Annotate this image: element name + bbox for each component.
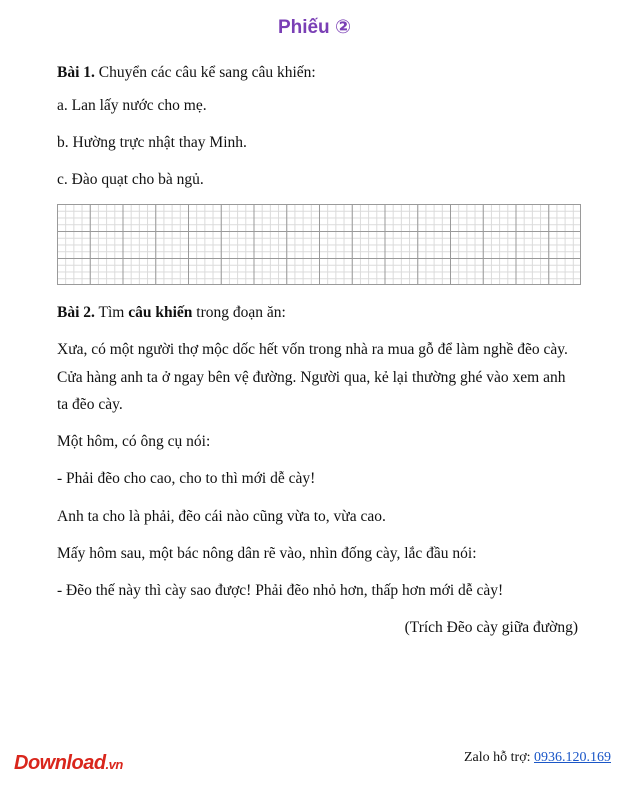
bai2-instruction-bold: câu khiến	[128, 304, 193, 321]
bai2-heading	[57, 304, 286, 322]
logo-tld: .vn	[105, 757, 123, 772]
story-line-7: Mấy hôm sau, một bác nông dân rẽ vào, nhìn đống cày, lắc đầu nói:	[57, 545, 477, 562]
story-line-5: - Phải đẽo cho cao, cho to thì mới dễ cày!	[57, 470, 316, 487]
bai1-label: Bài 1.	[57, 64, 95, 81]
page-title: Phiếu ②	[277, 17, 352, 38]
story-line-1: Xưa, có một người thợ mộc dốc hết vốn trong nhà ra mua gỗ để làm nghề đẽo cày.	[57, 341, 568, 358]
support-phone-link[interactable]: 0936.120.169	[534, 750, 611, 765]
bai2-instruction-post: trong đoạn ăn:	[196, 304, 286, 321]
logo-main: Download	[14, 752, 106, 774]
bai1-instruction: Chuyển các câu kể sang câu khiến:	[98, 64, 316, 81]
support-label: Zalo hỗ trợ:	[464, 750, 531, 765]
story-line-8: - Đẽo thế này thì cày sao được! Phải đẽo nhỏ hơn, thấp hơn mới dễ cày!	[57, 582, 504, 599]
handwriting-grid[interactable]	[57, 204, 581, 285]
story-line-4: Một hôm, có ông cụ nói:	[57, 433, 211, 450]
bai1-item-b: b. Hường trực nhật thay Minh.	[57, 134, 247, 151]
story-source: (Trích Đẽo cày giữa đường)	[404, 619, 578, 636]
download-logo[interactable]	[14, 752, 123, 775]
story-line-6: Anh ta cho là phải, đẽo cái nào cũng vừa to, vừa cao.	[57, 508, 386, 525]
bai1-item-c: c. Đào quạt cho bà ngủ.	[57, 171, 204, 188]
bai2-instruction-pre: Tìm	[98, 304, 125, 321]
story-line-2: Cửa hàng anh ta ở ngay bên vệ đường. Người qua, kẻ lại thường ghé vào xem anh	[57, 369, 566, 386]
bai1-item-a: a. Lan lấy nước cho mẹ.	[57, 97, 207, 114]
bai1-heading	[57, 64, 316, 82]
story-line-3: ta đẽo cày.	[57, 396, 123, 413]
support-contact	[464, 750, 611, 766]
bai2-label: Bài 2.	[57, 304, 95, 321]
